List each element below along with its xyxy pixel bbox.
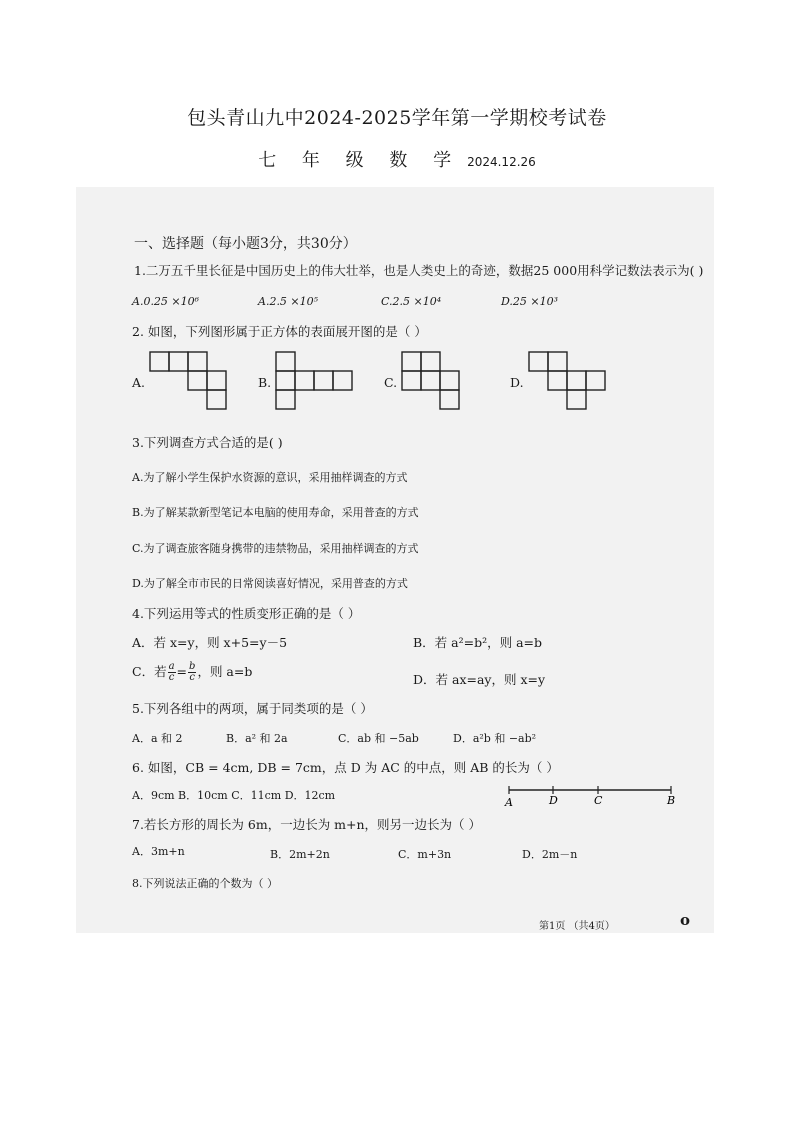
q6-options: A．9cm B．10cm C．11cm D．12cm — [132, 789, 336, 802]
q1-option-c: C.2.5 ×10⁴ — [381, 295, 442, 308]
q7-stem: 7.若长方形的周长为 6m，一边长为 m+n，则另一边长为（ ） — [132, 817, 482, 832]
exam-subtitle — [0, 146, 794, 172]
q6-stem: 6. 如图，CB = 4cm, DB = 7cm，点 D 为 AC 的中点，则 AB 的长为（ ） — [132, 760, 559, 775]
q3-option-a: A.为了解小学生保护水资源的意识，采用抽样调查的方式 — [132, 471, 408, 484]
q3-option-b: B.为了解某款新型笔记本电脑的使用寿命，采用普查的方式 — [132, 506, 419, 519]
q3-stem: 3.下列调查方式合适的是( ) — [132, 435, 283, 450]
q4-option-b: B．若 a²=b²，则 a=b — [413, 635, 543, 650]
q3-option-d: D.为了解全市市民的日常阅读喜好情况，采用普查的方式 — [132, 577, 408, 590]
q4-option-a: A．若 x=y，则 x+5=y－5 — [132, 635, 288, 650]
point-c-label: C — [594, 794, 603, 807]
cube-nets-figure — [76, 187, 714, 447]
q1-stem: 1.二万五千里长征是中国历史上的伟大壮举，也是人类史上的奇迹，数据25 000用科学记数法表示为( ) — [134, 263, 704, 278]
exam-sheet — [76, 187, 714, 933]
q2-label-c: C. — [384, 375, 398, 390]
exam-title: 包头青山九中2024-2025学年第一学期校考试卷 — [187, 107, 607, 129]
q2-label-a: A. — [132, 375, 146, 390]
exam-date: 2024.12.26 — [467, 155, 536, 169]
q2-stem: 2. 如图，下列图形属于正方体的表面展开图的是（ ） — [132, 324, 427, 339]
q3-option-c: C.为了调查旅客随身携带的违禁物品，采用抽样调查的方式 — [132, 542, 419, 555]
q5-option-a: A．a 和 2 — [132, 732, 183, 745]
q7-option-c: C．m+3n — [398, 848, 452, 861]
q7-option-d: D．2m－n — [522, 848, 578, 861]
net-b — [276, 352, 352, 409]
page-number: 第1页 （共4页） — [539, 921, 615, 932]
q1-option-b: A.2.5 ×10⁵ — [258, 295, 319, 308]
section-heading: 一、选择题（每小题3分，共30分） — [134, 236, 357, 252]
q4-option-c: C．若 $\frac{a}{c}$ = $\frac{b}{c}$ ，则 a=b — [132, 661, 253, 683]
q8-stem: 8.下列说法正确的个数为（ ） — [132, 877, 278, 890]
q2-label-b: B. — [258, 375, 272, 390]
q4-stem: 4.下列运用等式的性质变形正确的是（ ） — [132, 606, 361, 621]
q1-option-d: D.25 ×10³ — [501, 295, 559, 308]
fraction-b-over-c: $\frac{b}{c}$ — [189, 661, 196, 683]
segment-figure — [501, 780, 681, 810]
q2-label-d: D. — [510, 375, 524, 390]
point-a-label: A — [505, 796, 513, 809]
corner-mark: o — [680, 911, 691, 929]
q5-option-c: C．ab 和 −5ab — [338, 732, 419, 745]
q4-option-d: D．若 ax=ay，则 x=y — [413, 672, 546, 687]
q5-option-d: D．a²b 和 −ab² — [453, 732, 537, 745]
q7-option-a: A．3m+n — [132, 845, 185, 858]
net-a — [150, 352, 226, 409]
q5-stem: 5.下列各组中的两项，属于同类项的是（ ） — [132, 701, 373, 716]
net-d — [529, 352, 605, 409]
subject-label: 七 年 级 数 学 — [258, 150, 462, 171]
q7-option-b: B．2m+2n — [270, 848, 330, 861]
point-d-label: D — [549, 794, 558, 807]
q5-option-b: B．a² 和 2a — [226, 732, 288, 745]
point-b-label: B — [667, 794, 676, 807]
q1-option-a: A.0.25 ×10⁶ — [132, 295, 200, 308]
net-c — [402, 352, 459, 409]
fraction-a-over-c: $\frac{a}{c}$ — [168, 661, 175, 683]
